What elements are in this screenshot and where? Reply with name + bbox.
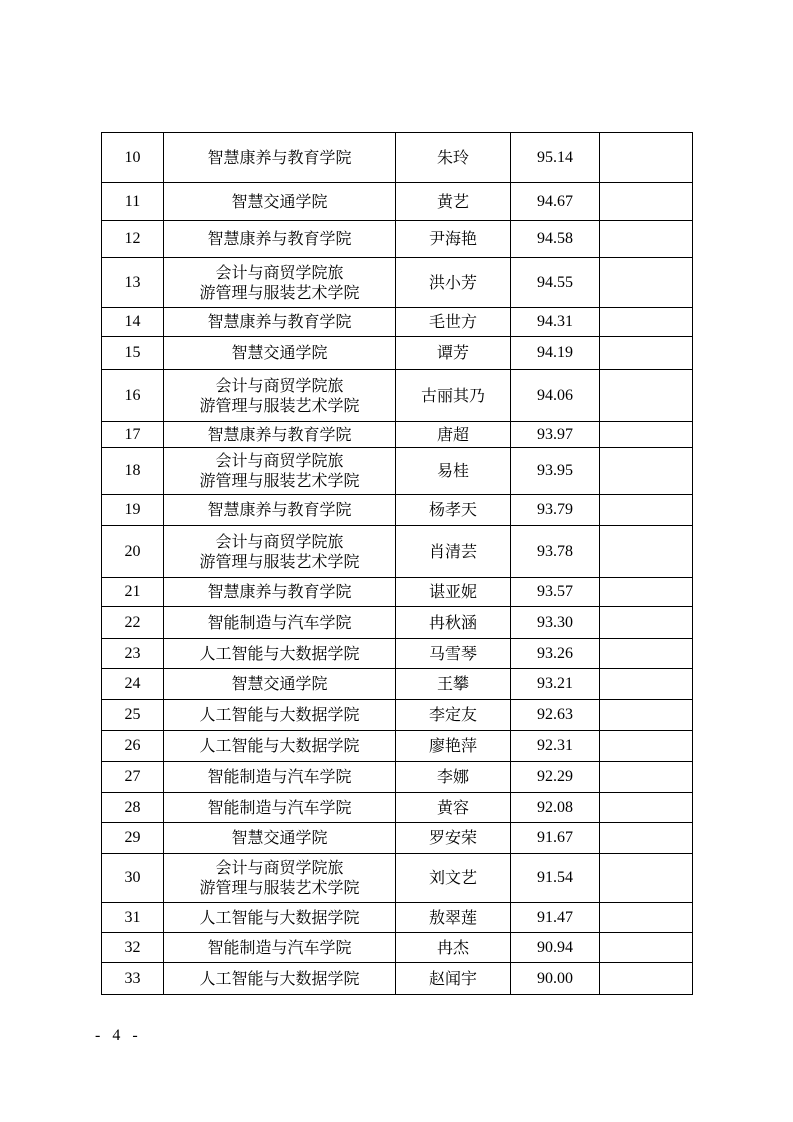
row-number-cell: 20 (102, 526, 164, 578)
student-name-cell: 古丽其乃 (396, 370, 511, 422)
row-number-cell: 28 (102, 793, 164, 823)
note-cell (600, 963, 693, 995)
row-number-cell: 27 (102, 762, 164, 793)
college-name-line: 人工智能与大数据学院 (199, 736, 360, 755)
table-row (102, 639, 693, 669)
college-cell (164, 183, 396, 221)
row-number-cell: 25 (102, 700, 164, 731)
college-cell (164, 526, 396, 578)
table-row (102, 133, 693, 183)
college-cell (164, 495, 396, 526)
college-name-line: 会计与商贸学院旅 (215, 451, 344, 470)
note-cell (600, 903, 693, 933)
college-name-line: 游管理与服装艺术学院 (199, 471, 360, 490)
college-cell (164, 607, 396, 639)
score-cell: 92.08 (511, 793, 600, 823)
table-row (102, 731, 693, 762)
student-name-cell: 黄艺 (396, 183, 511, 221)
score-cell: 94.55 (511, 258, 600, 308)
student-name-cell: 谭芳 (396, 337, 511, 370)
score-cell: 94.06 (511, 370, 600, 422)
table-row (102, 700, 693, 731)
student-name-cell: 罗安荣 (396, 823, 511, 854)
score-cell: 90.94 (511, 933, 600, 963)
row-number-cell: 11 (102, 183, 164, 221)
student-name-cell: 杨孝天 (396, 495, 511, 526)
score-cell: 92.63 (511, 700, 600, 731)
student-name-cell: 刘文艺 (396, 854, 511, 903)
college-cell (164, 854, 396, 903)
table-row (102, 854, 693, 903)
college-cell (164, 221, 396, 258)
row-number-cell: 22 (102, 607, 164, 639)
table-row (102, 526, 693, 578)
table-body (102, 133, 693, 995)
college-cell (164, 258, 396, 308)
college-cell (164, 762, 396, 793)
table-row (102, 308, 693, 337)
note-cell (600, 669, 693, 700)
row-number-cell: 21 (102, 578, 164, 607)
student-name-cell: 朱玲 (396, 133, 511, 183)
table-row (102, 448, 693, 495)
college-name-line: 智慧交通学院 (231, 828, 328, 847)
college-cell (164, 448, 396, 495)
score-cell: 94.31 (511, 308, 600, 337)
row-number-cell: 26 (102, 731, 164, 762)
note-cell (600, 933, 693, 963)
college-name-line: 游管理与服装艺术学院 (199, 395, 360, 415)
note-cell (600, 422, 693, 448)
college-name-line: 智慧康养与教育学院 (207, 500, 352, 519)
note-cell (600, 370, 693, 422)
row-number-cell: 17 (102, 422, 164, 448)
score-table (101, 132, 693, 995)
student-name-cell: 马雪琴 (396, 639, 511, 669)
note-cell (600, 183, 693, 221)
student-name-cell: 尹海艳 (396, 221, 511, 258)
student-name-cell: 唐超 (396, 422, 511, 448)
score-cell: 93.79 (511, 495, 600, 526)
college-name-line: 智慧交通学院 (231, 674, 328, 693)
score-cell: 90.00 (511, 963, 600, 995)
college-cell (164, 700, 396, 731)
college-name-line: 智慧康养与教育学院 (207, 229, 352, 248)
student-name-cell: 廖艳萍 (396, 731, 511, 762)
college-name-line: 游管理与服装艺术学院 (199, 551, 360, 571)
score-cell: 91.67 (511, 823, 600, 854)
note-cell (600, 526, 693, 578)
table-row (102, 422, 693, 448)
college-name-line: 智慧康养与教育学院 (207, 424, 352, 444)
college-cell (164, 370, 396, 422)
note-cell (600, 854, 693, 903)
score-cell: 93.26 (511, 639, 600, 669)
college-name-line: 智能制造与汽车学院 (207, 612, 352, 632)
student-name-cell: 冉杰 (396, 933, 511, 963)
row-number-cell: 33 (102, 963, 164, 995)
student-name-cell: 毛世方 (396, 308, 511, 337)
note-cell (600, 221, 693, 258)
college-name-line: 游管理与服装艺术学院 (199, 878, 360, 897)
score-cell: 94.67 (511, 183, 600, 221)
college-name-line: 智慧交通学院 (231, 191, 328, 211)
note-cell (600, 337, 693, 370)
college-cell (164, 823, 396, 854)
college-cell (164, 422, 396, 448)
college-name-line: 会计与商贸学院旅 (215, 531, 344, 551)
college-cell (164, 669, 396, 700)
score-cell: 95.14 (511, 133, 600, 183)
table-row (102, 495, 693, 526)
score-cell: 92.31 (511, 731, 600, 762)
note-cell (600, 700, 693, 731)
student-name-cell: 李娜 (396, 762, 511, 793)
note-cell (600, 495, 693, 526)
row-number-cell: 12 (102, 221, 164, 258)
table-row (102, 762, 693, 793)
row-number-cell: 24 (102, 669, 164, 700)
table-row (102, 183, 693, 221)
row-number-cell: 13 (102, 258, 164, 308)
college-name-line: 会计与商贸学院旅 (215, 858, 344, 877)
score-cell: 91.54 (511, 854, 600, 903)
note-cell (600, 607, 693, 639)
college-name-line: 智能制造与汽车学院 (207, 767, 352, 786)
score-cell: 94.58 (511, 221, 600, 258)
row-number-cell: 14 (102, 308, 164, 337)
college-name-line: 智慧交通学院 (231, 343, 328, 362)
college-cell (164, 963, 396, 995)
student-name-cell: 黄容 (396, 793, 511, 823)
row-number-cell: 32 (102, 933, 164, 963)
table-row (102, 258, 693, 308)
score-cell: 92.29 (511, 762, 600, 793)
student-name-cell: 李定友 (396, 700, 511, 731)
college-cell (164, 639, 396, 669)
table-row (102, 370, 693, 422)
college-name-line: 人工智能与大数据学院 (199, 643, 360, 663)
note-cell (600, 308, 693, 337)
college-name-line: 游管理与服装艺术学院 (199, 282, 360, 302)
note-cell (600, 448, 693, 495)
table-row (102, 669, 693, 700)
note-cell (600, 258, 693, 308)
note-cell (600, 731, 693, 762)
college-name-line: 智能制造与汽车学院 (207, 937, 352, 957)
table-row (102, 823, 693, 854)
student-name-cell: 敖翠莲 (396, 903, 511, 933)
student-name-cell: 赵闻宇 (396, 963, 511, 995)
college-name-line: 智能制造与汽车学院 (207, 797, 352, 817)
table-row (102, 793, 693, 823)
college-name-line: 会计与商贸学院旅 (215, 262, 344, 282)
student-name-cell: 冉秋涵 (396, 607, 511, 639)
table-row (102, 963, 693, 995)
score-cell: 93.30 (511, 607, 600, 639)
table-row (102, 607, 693, 639)
college-cell (164, 903, 396, 933)
table-row (102, 337, 693, 370)
college-name-line: 智慧康养与教育学院 (207, 147, 352, 167)
row-number-cell: 15 (102, 337, 164, 370)
student-name-cell: 谌亚妮 (396, 578, 511, 607)
score-cell: 93.57 (511, 578, 600, 607)
note-cell (600, 639, 693, 669)
student-name-cell: 易桂 (396, 448, 511, 495)
note-cell (600, 793, 693, 823)
table-row (102, 903, 693, 933)
row-number-cell: 16 (102, 370, 164, 422)
student-name-cell: 肖清芸 (396, 526, 511, 578)
college-name-line: 人工智能与大数据学院 (199, 705, 360, 724)
score-cell: 93.21 (511, 669, 600, 700)
table-row (102, 578, 693, 607)
college-cell (164, 308, 396, 337)
row-number-cell: 10 (102, 133, 164, 183)
college-cell (164, 133, 396, 183)
note-cell (600, 762, 693, 793)
student-name-cell: 王攀 (396, 669, 511, 700)
college-name-line: 会计与商贸学院旅 (215, 375, 344, 395)
score-cell: 93.95 (511, 448, 600, 495)
college-cell (164, 793, 396, 823)
row-number-cell: 19 (102, 495, 164, 526)
note-cell (600, 133, 693, 183)
score-cell: 91.47 (511, 903, 600, 933)
score-cell: 94.19 (511, 337, 600, 370)
student-name-cell: 洪小芳 (396, 258, 511, 308)
note-cell (600, 823, 693, 854)
table-row (102, 933, 693, 963)
college-name-line: 智慧康养与教育学院 (207, 312, 352, 331)
page-number: - 4 - (95, 1027, 142, 1044)
row-number-cell: 30 (102, 854, 164, 903)
note-cell (600, 578, 693, 607)
college-name-line: 人工智能与大数据学院 (199, 907, 360, 927)
college-name-line: 智慧康养与教育学院 (207, 582, 352, 601)
college-cell (164, 337, 396, 370)
row-number-cell: 31 (102, 903, 164, 933)
college-cell (164, 933, 396, 963)
college-name-line: 人工智能与大数据学院 (199, 968, 360, 988)
college-cell (164, 731, 396, 762)
college-cell (164, 578, 396, 607)
row-number-cell: 18 (102, 448, 164, 495)
row-number-cell: 23 (102, 639, 164, 669)
score-cell: 93.78 (511, 526, 600, 578)
score-cell: 93.97 (511, 422, 600, 448)
row-number-cell: 29 (102, 823, 164, 854)
table-row (102, 221, 693, 258)
